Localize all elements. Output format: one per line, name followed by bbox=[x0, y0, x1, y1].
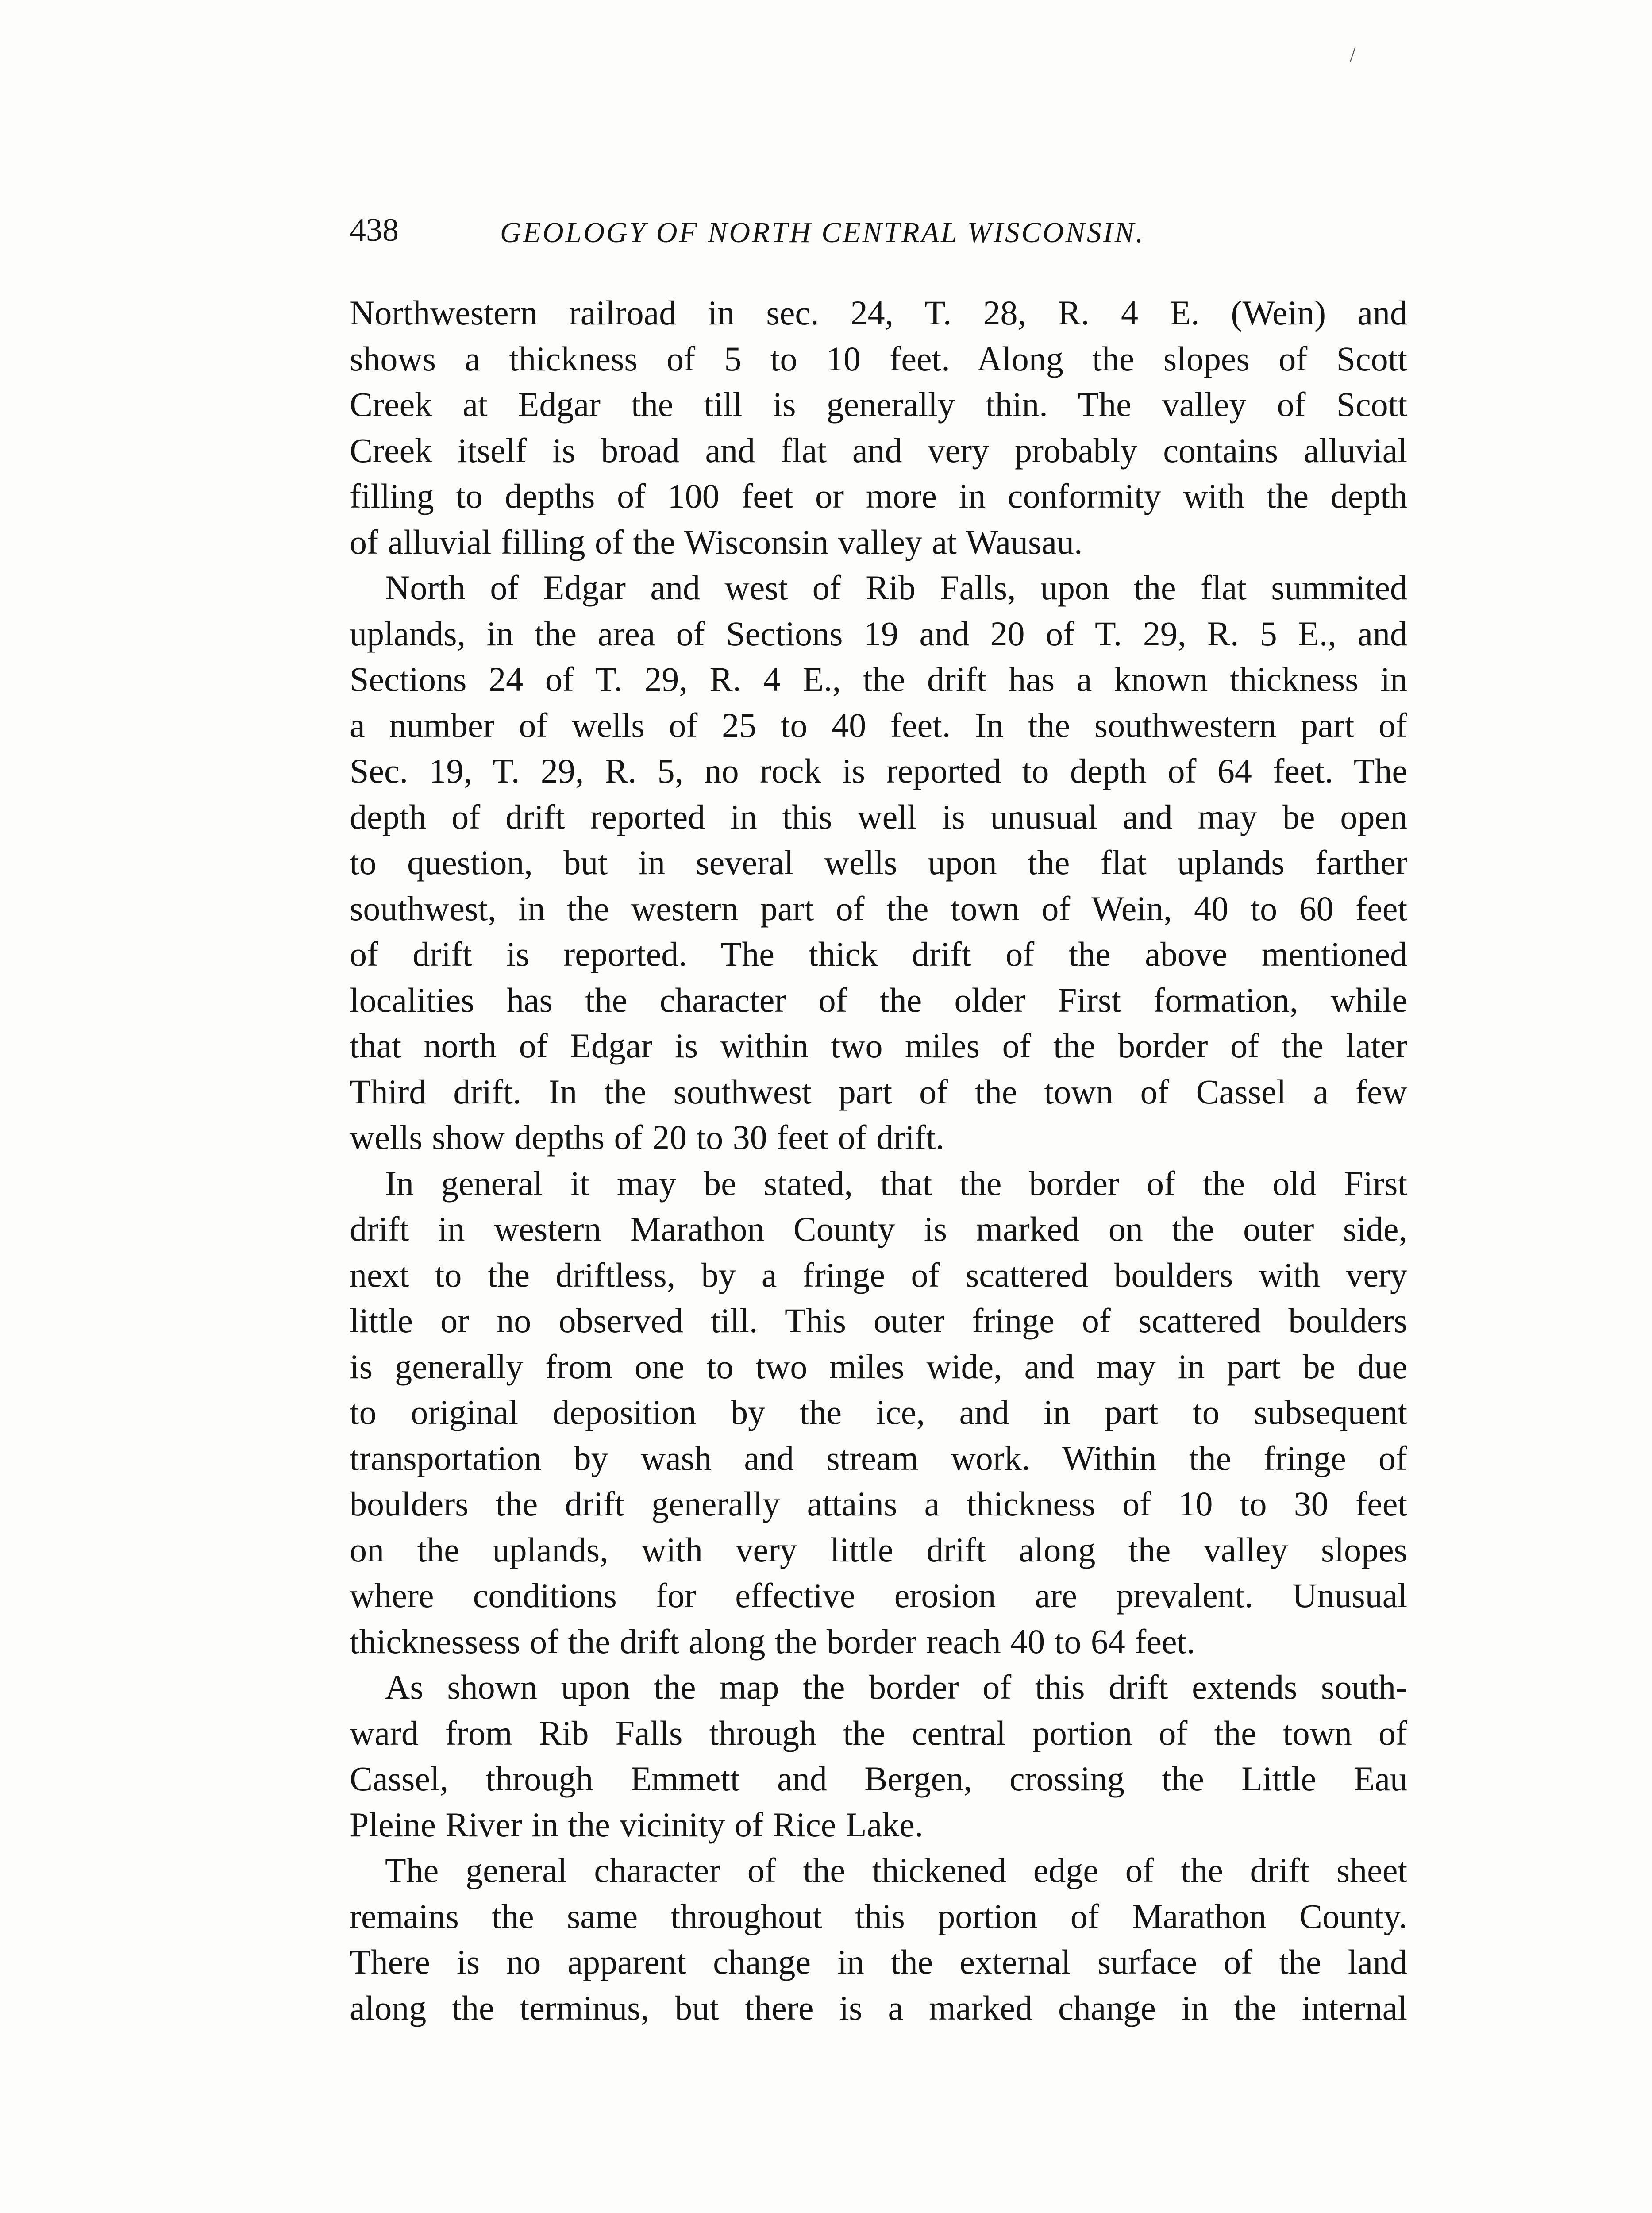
paragraph-3 bbox=[350, 1160, 1407, 1665]
text-line: that north of Edgar is within two miles of the border of the later bbox=[350, 1026, 1407, 1065]
text-line: North of Edgar and west of Rib Falls, upon the flat summited bbox=[385, 568, 1407, 607]
text-line: ward from Rib Falls through the central portion of the town of bbox=[350, 1713, 1407, 1752]
text-line: of alluvial filling of the Wisconsin valley at Wausau. bbox=[350, 522, 1083, 561]
page-number: 438 bbox=[350, 212, 399, 248]
text-line: There is no apparent change in the external surface of the land bbox=[350, 1943, 1407, 1981]
text-line: wells show depths of 20 to 30 feet of drift. bbox=[350, 1118, 944, 1157]
body-text bbox=[350, 290, 1407, 2031]
text-line: filling to depths of 100 feet or more in conformity with the depth bbox=[350, 477, 1407, 515]
text-line: remains the same throughout this portion of Marathon County. bbox=[350, 1897, 1407, 1935]
paragraph-5 bbox=[350, 1847, 1407, 2031]
text-line: In general it may be stated, that the border of the old First bbox=[385, 1164, 1407, 1203]
text-line: depth of drift reported in this well is unusual and may be open bbox=[350, 797, 1407, 836]
text-line: Pleine River in the vicinity of Rice Lake. bbox=[350, 1805, 924, 1844]
text-line: to original deposition by the ice, and in part to subsequent bbox=[350, 1393, 1407, 1431]
text-line: along the terminus, but there is a marked change in the internal bbox=[350, 1988, 1407, 2027]
paragraph-4 bbox=[350, 1664, 1407, 1847]
text-line: where conditions for effective erosion are prevalent. Unusual bbox=[350, 1576, 1407, 1615]
text-line: to question, but in several wells upon the flat uplands farther bbox=[350, 843, 1407, 882]
text-line: on the uplands, with very little drift along the valley slopes bbox=[350, 1530, 1407, 1569]
paragraph-1 bbox=[350, 290, 1407, 565]
text-line: is generally from one to two miles wide, and may in part be due bbox=[350, 1347, 1407, 1386]
text-line: thicknessess of the drift along the border reach 40 to 64 feet. bbox=[350, 1622, 1195, 1661]
text-line: As shown upon the map the border of this drift extends south- bbox=[385, 1668, 1407, 1706]
text-line: localities has the character of the older First formation, while bbox=[350, 980, 1407, 1019]
running-title: GEOLOGY OF NORTH CENTRAL WISCONSIN. bbox=[500, 216, 1145, 249]
text-line: shows a thickness of 5 to 10 feet. Along the slopes of Scott bbox=[350, 339, 1407, 378]
text-line: little or no observed till. This outer fringe of scattered boulders bbox=[350, 1301, 1407, 1340]
paragraph-2 bbox=[350, 565, 1407, 1160]
text-line: Northwestern railroad in sec. 24, T. 28, R. 4 E. (Wein) and bbox=[350, 293, 1407, 332]
text-line: boulders the drift generally attains a thickness of 10 to 30 feet bbox=[350, 1484, 1407, 1523]
text-line: Sec. 19, T. 29, R. 5, no rock is reported to depth of 64 feet. The bbox=[350, 752, 1407, 790]
scan-speck: / bbox=[1350, 43, 1356, 66]
text-line: Creek at Edgar the till is generally thin. The valley of Scott bbox=[350, 385, 1407, 424]
text-line: southwest, in the western part of the town of Wein, 40 to 60 feet bbox=[350, 889, 1407, 928]
text-line: Cassel, through Emmett and Bergen, crossing the Little Eau bbox=[350, 1759, 1407, 1798]
text-line: Third drift. In the southwest part of the town of Cassel a few bbox=[350, 1072, 1407, 1111]
text-line: The general character of the thickened edge of the drift sheet bbox=[385, 1851, 1407, 1889]
running-head bbox=[350, 208, 1252, 261]
text-line: Creek itself is broad and flat and very probably contains alluvial bbox=[350, 431, 1407, 470]
text-line: drift in western Marathon County is marked on the outer side, bbox=[350, 1210, 1407, 1248]
text-line: of drift is reported. The thick drift of the above mentioned bbox=[350, 935, 1407, 973]
text-line: a number of wells of 25 to 40 feet. In the southwestern part of bbox=[350, 706, 1407, 744]
text-line: transportation by wash and stream work. Within the fringe of bbox=[350, 1438, 1407, 1477]
text-line: uplands, in the area of Sections 19 and 20 of T. 29, R. 5 E., and bbox=[350, 614, 1407, 653]
text-line: Sections 24 of T. 29, R. 4 E., the drift has a known thickness in bbox=[350, 660, 1407, 698]
text-line: next to the driftless, by a fringe of scattered boulders with very bbox=[350, 1255, 1407, 1294]
